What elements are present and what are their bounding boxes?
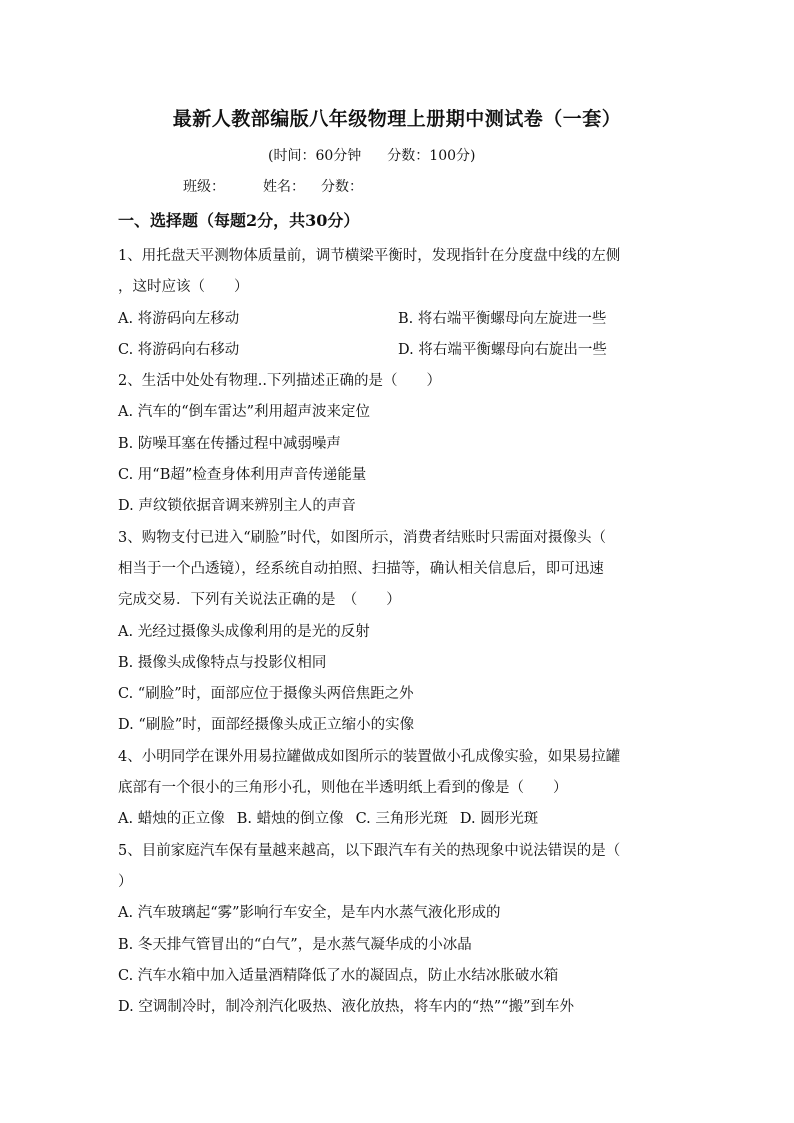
option-b: B. 防噪耳塞在传播过程中减弱噪声 [118,435,341,452]
total-score: 分数：100分) [387,148,476,164]
option-d: D. “刷脸”时，面部经摄像头成正立缩小的实像 [118,717,415,734]
question-3-stem-line-3: 完成交易．下列有关说法正确的是 （ ） [118,592,401,609]
option-c: C. “刷脸”时，面部应位于摄像头两倍焦距之外 [118,686,414,703]
question-5-stem-line-2: ） [118,873,133,890]
option-b: B. 蜡烛的倒立像 [236,811,344,828]
question-1-options-row-1 [118,304,678,335]
option-d: D. 空调制冷时，制冷剂汽化吸热、液化放热，将车内的“热”“搬”到车外 [118,999,574,1016]
option-b: B. 将右端平衡螺母向左旋进一些 [398,310,607,327]
question-4-stem-line-1: 4、小明同学在课外用易拉罐做成如图所示的装置做小孔成像实验，如果易拉罐 [118,748,621,765]
time-limit: (时间：60分钟 [268,148,362,164]
question-1-stem-line-1: 1、用托盘天平测物体质量前，调节横梁平衡时，发现指针在分度盘中线的左侧 [118,248,621,264]
option-a: A. 汽车的“倒车雷达”利用超声波来定位 [118,404,371,421]
name-field: 姓名： [263,179,305,195]
question-5-stem-line-1: 5、目前家庭汽车保有量越来越高，以下跟汽车有关的热现象中说法错误的是（ [118,842,621,859]
option-b: B. 摄像头成像特点与投影仪相同 [118,654,327,671]
option-c: C. 三角形光斑 [355,811,448,828]
question-3-stem-line-2: 相当于一个凸透镜），经系统自动拍照、扫描等，确认相关信息后，即可迅速 [118,560,604,577]
option-c: C. 用“B超”检查身体利用声音传递能量 [118,467,367,484]
option-a: A. 光经过摄像头成像利用的是光的反射 [118,623,370,640]
option-d: D. 将右端平衡螺母向右旋出一些 [398,341,607,358]
question-4-options-row [118,804,678,835]
option-c: C. 汽车水箱中加入适量酒精降低了水的凝固点，防止水结冰胀破水箱 [118,967,559,984]
question-4-stem-line-2: 底部有一个很小的三角形小孔，则他在半透明纸上看到的像是（ ） [118,780,568,797]
question-1-options-row-2 [118,335,678,366]
student-info [183,176,363,196]
score-field: 分数： [321,179,363,195]
class-field: 班级： [183,179,225,195]
option-a: A. 将游码向左移动 [118,310,240,327]
option-c: C. 将游码向右移动 [118,341,240,358]
question-1-stem-line-2: ，这时应该（ ） [118,279,249,296]
option-d: D. 圆形光斑 [459,811,539,828]
section-heading: 一、选择题（每题2分，共30分） [118,211,360,230]
exam-meta [268,145,475,165]
option-b: B. 冬天排气管冒出的“白气”，是水蒸气凝华成的小冰晶 [118,936,472,953]
question-2-stem: 2、生活中处处有物理..下列描述正确的是（ ） [118,373,441,390]
option-a: A. 汽车玻璃起“雾”影响行车安全，是车内水蒸气液化形成的 [118,905,501,922]
option-d: D. 声纹锁依据音调来辨别主人的声音 [118,498,356,515]
question-3-stem-line-1: 3、购物支付已进入“刷脸”时代，如图所示，消费者结账时只需面对摄像头（ [118,529,607,546]
question-list [118,241,678,1023]
page-title: 最新人教部编版八年级物理上册期中测试卷（一套） [172,108,622,130]
option-a: A. 蜡烛的正立像 [118,811,225,828]
